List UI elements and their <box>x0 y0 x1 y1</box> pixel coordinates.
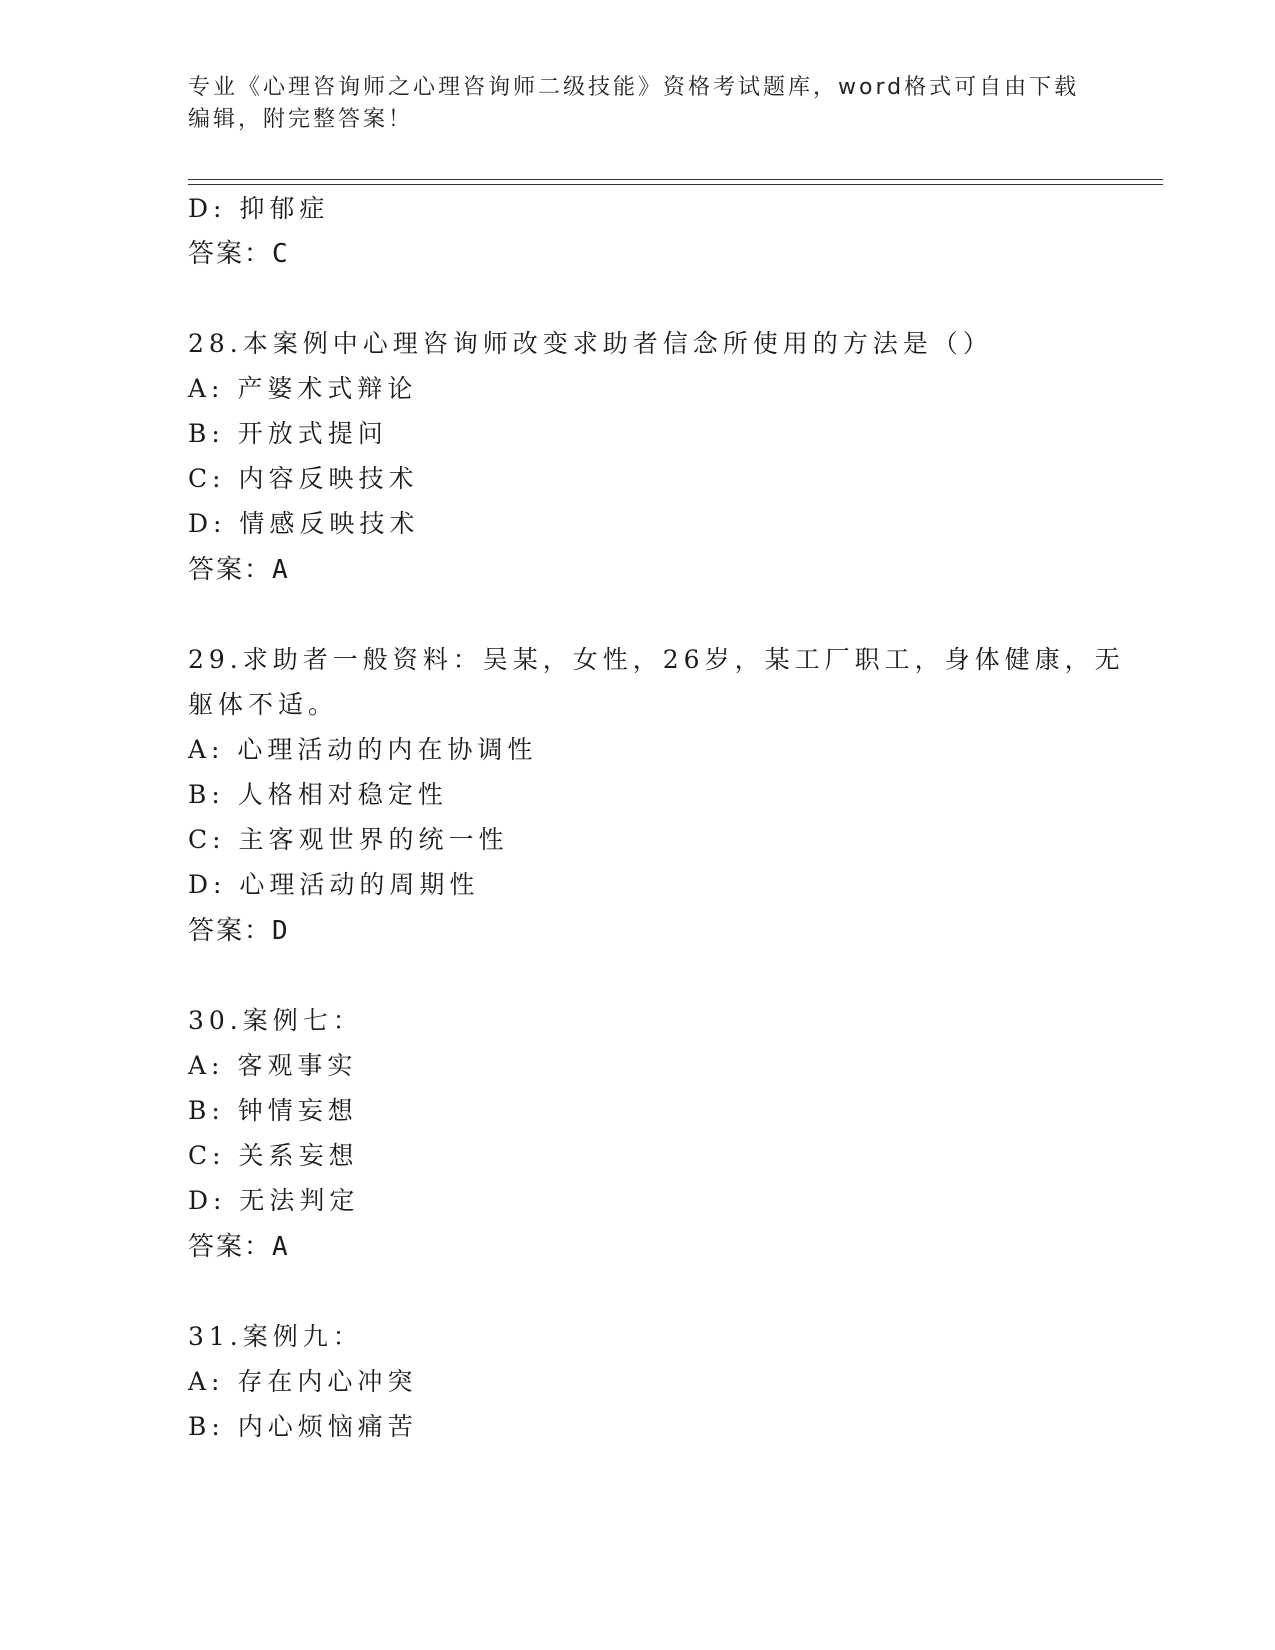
question-29-option-a: A: 心理活动的内在协调性 <box>188 735 538 764</box>
question-31-option-b: B: 内心烦恼痛苦 <box>188 1412 418 1441</box>
prev-answer <box>188 237 290 271</box>
question-30-option-d: D: 无法判定 <box>188 1186 360 1215</box>
answer-label: 答案： <box>188 555 273 585</box>
question-28-stem: 28.本案例中心理咨询师改变求助者信念所使用的方法是（） <box>188 329 993 358</box>
question-28-option-a: A: 产婆术式辩论 <box>188 374 418 403</box>
header-line-1: 专业《心理咨询师之心理咨询师二级技能》资格考试题库，word格式可自由下载 <box>188 75 1080 100</box>
question-28-answer <box>188 553 290 587</box>
question-29-option-d: D: 心理活动的周期性 <box>188 870 480 899</box>
header-divider-top <box>188 179 1163 180</box>
question-30-stem: 30.案例七： <box>188 1006 363 1035</box>
question-31-option-a: A: 存在内心冲突 <box>188 1367 418 1396</box>
question-29-stem-continued: 躯体不适。 <box>188 690 339 719</box>
answer-label: 答案： <box>188 1232 273 1262</box>
question-29-stem: 29.求助者一般资料：吴某，女性，26岁，某工厂职工，身体健康，无 <box>188 645 1125 674</box>
question-31-stem: 31.案例九： <box>188 1322 363 1351</box>
answer-value: A <box>272 1232 290 1262</box>
question-28-option-d: D: 情感反映技术 <box>188 509 420 538</box>
answer-value: C <box>272 239 290 269</box>
header-divider-bottom <box>188 184 1163 185</box>
answer-value: D <box>272 916 290 946</box>
question-30-option-a: A: 客观事实 <box>188 1051 358 1080</box>
question-30-option-c: C: 关系妄想 <box>188 1141 359 1170</box>
answer-value: A <box>272 555 290 585</box>
question-29-option-c: C: 主客观世界的统一性 <box>188 825 509 854</box>
question-28-option-b: B: 开放式提问 <box>188 419 388 448</box>
answer-label: 答案： <box>188 239 273 269</box>
document-header <box>188 72 1088 136</box>
question-30-answer <box>188 1230 290 1264</box>
header-line-2: 编辑，附完整答案！ <box>188 107 414 132</box>
question-29-answer <box>188 914 290 948</box>
question-30-option-b: B: 钟情妄想 <box>188 1096 358 1125</box>
question-29-option-b: B: 人格相对稳定性 <box>188 780 448 809</box>
prev-option-d: D: 抑郁症 <box>188 194 330 223</box>
answer-label: 答案： <box>188 916 273 946</box>
question-28-option-c: C: 内容反映技术 <box>188 464 419 493</box>
